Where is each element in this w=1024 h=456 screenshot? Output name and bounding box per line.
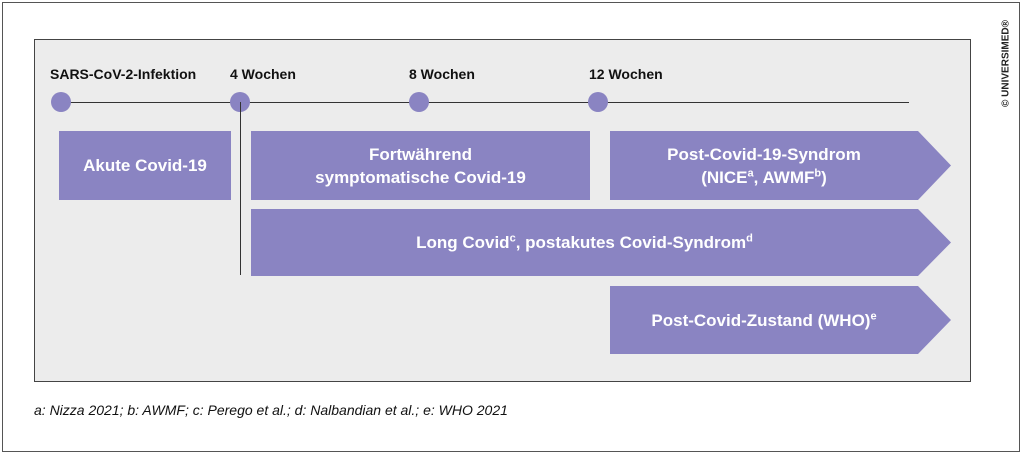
footnote-marker-d: d xyxy=(746,232,753,245)
who-text: Post-Covid-Zustand (WHO) xyxy=(651,310,871,330)
nice-text: (NICE xyxy=(701,167,748,187)
awmf-text: , AWMF xyxy=(753,167,815,187)
acute-covid-box xyxy=(59,131,231,200)
post-covid-syndrome-line2 xyxy=(701,166,827,189)
who-label xyxy=(651,309,876,332)
footnote: a: Nizza 2021; b: AWMF; c: Perego et al.; d: Nalbandian et al.; e: WHO 2021 xyxy=(34,402,508,418)
long-covid-text: Long Covid xyxy=(416,233,510,252)
copyright-text: © UNIVERSIMED® xyxy=(1000,20,1012,107)
acute-covid-label: Akute Covid-19 xyxy=(83,156,207,175)
long-covid-box xyxy=(251,209,918,276)
timeline-dot-8-weeks xyxy=(409,92,429,112)
timeline-label-4-weeks: 4 Wochen xyxy=(230,66,296,82)
four-week-marker-line xyxy=(240,102,241,275)
ongoing-covid-box xyxy=(251,131,590,200)
timeline-label-12-weeks: 12 Wochen xyxy=(589,66,663,82)
closing-paren: ) xyxy=(821,167,827,187)
copyright-notice xyxy=(999,0,1013,130)
footnote-marker-e: e xyxy=(870,309,877,322)
postacute-syndrome-text: , postakutes Covid-Syndrom xyxy=(515,233,747,252)
long-covid-label xyxy=(416,231,753,254)
footnote-marker-b: b xyxy=(814,166,822,179)
who-box xyxy=(610,286,918,354)
timeline-axis xyxy=(61,102,909,103)
post-covid-syndrome-box xyxy=(610,131,918,200)
timeline-dot-infection xyxy=(51,92,71,112)
timeline-label-8-weeks: 8 Wochen xyxy=(409,66,475,82)
ongoing-covid-line1: Fortwährend xyxy=(369,144,472,164)
timeline-dot-12-weeks xyxy=(588,92,608,112)
footnote-marker-c: c xyxy=(509,232,516,245)
timeline-label-infection: SARS-CoV-2-Infektion xyxy=(50,66,197,82)
footnote-marker-a: a xyxy=(747,166,754,179)
post-covid-syndrome-line1: Post-Covid-19-Syndrom xyxy=(667,144,861,164)
ongoing-covid-line2: symptomatische Covid-19 xyxy=(315,167,526,187)
